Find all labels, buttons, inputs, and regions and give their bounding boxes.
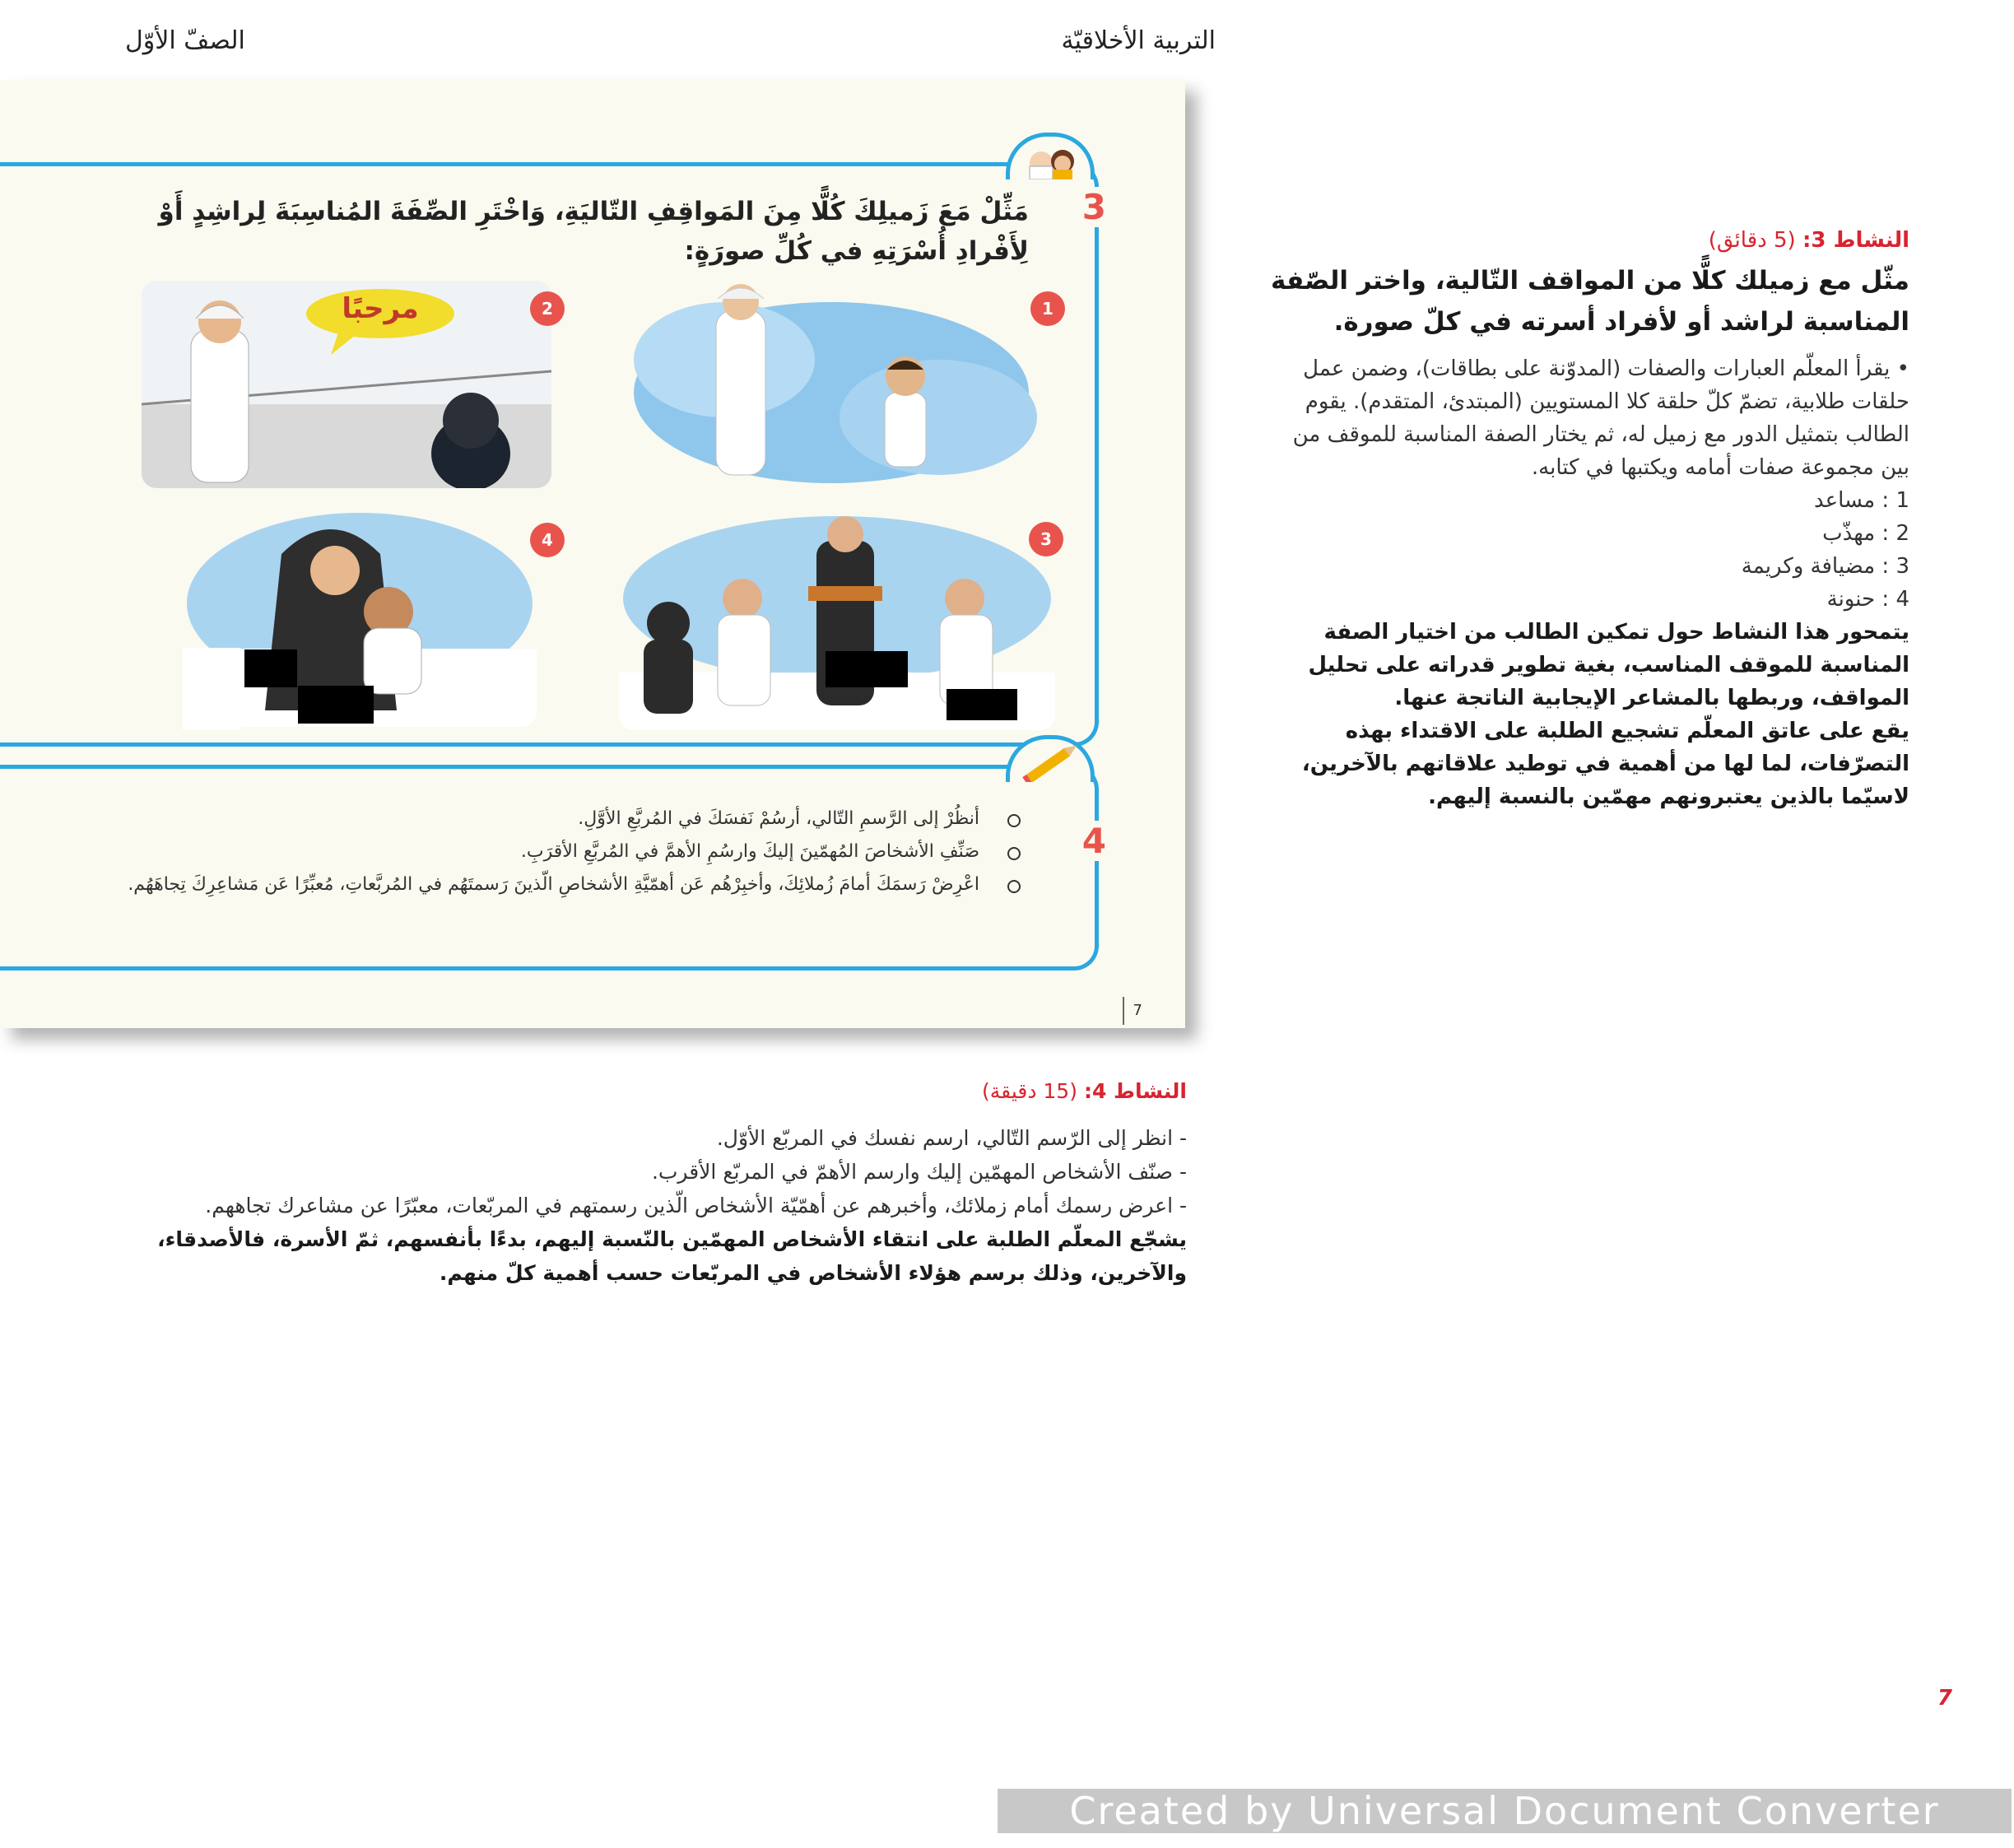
bullet-icon	[1007, 880, 1021, 893]
activity3-heading	[1267, 224, 1909, 257]
activity3-label: النشاط 3:	[1802, 228, 1909, 253]
teacher-activity3	[1267, 224, 1909, 813]
activity3-time: (5 دقائق)	[1708, 228, 1796, 253]
picture-3-badge: 3	[1029, 522, 1063, 556]
subject-header: التربية الأخلاقيّة	[1061, 26, 1216, 55]
list-item	[115, 836, 1021, 868]
bullet-icon	[1007, 847, 1021, 860]
list-item-text: صَنِّفِ الأشخاصَ المُهمّينَ إليكَ وارسُمِ الأهمَّ في المُربَّعِ الأقرَبِ.	[520, 841, 979, 862]
activity4-list	[115, 803, 1021, 901]
answer-item: 1 : مساعد	[1813, 488, 1909, 513]
helping-grandfather-illustration	[626, 277, 1037, 483]
list-item: - اعرض رسمك أمام زملائك، وأخبرهم عن أهمّيّة الأشخاص الّذين رسمتهم في المربّعات، معبّرًا عن مشاعرك تجاههم.	[205, 1194, 1187, 1217]
activity3-instructions: • يقرأ المعلّم العبارات والصفات (المدوّنة على بطاقات)، وضمن عمل حلقات طلابية، تضمّ كلّ حلقة كلا المستويين (المبتدئ، المتقدم). يقوم الطالب بتمثيل الدور مع زميل له، ثم يختار الصفة المناسبة للموقف من بين مجموعة صفات أمامه ويكتبها في كتابه.	[1292, 356, 1909, 480]
activity3-note-1: يتمحور هذا النشاط حول تمكين الطالب من اختيار الصفة المناسبة للموقف المناسب، بغية تطوير قدراته على تحليل المواقف، وربطها بالمشاعر الإيجابية الناتجة عنها.	[1308, 620, 1909, 710]
list-item: - صنّف الأشخاص المهمّين إليك وارسم الأهمّ في المربّع الأقرب.	[651, 1160, 1187, 1184]
bullet-icon	[1007, 814, 1021, 827]
activity4-time: (15 دقيقة)	[982, 1079, 1077, 1103]
book-page-number: 7	[1133, 1002, 1142, 1019]
activity4-number: 4	[1079, 821, 1109, 861]
student-book-page	[0, 80, 1185, 1028]
activity3-question: مَثِّلْ مَعَ زَميلِكَ كُلًّا مِنَ المَواقِفِ التّاليَةِ، وَاخْتَرِ الصِّفَةَ المُناسِبَةَ لِراشِدٍ أَوْ لِأَفْرادِ أُسْرَتِهِ في كُلِّ صورَةٍ:	[158, 197, 1029, 266]
activity4-label: النشاط 4:	[1083, 1079, 1187, 1103]
activity4-items	[142, 1121, 1187, 1222]
redaction-block	[826, 651, 908, 687]
redaction-block	[244, 649, 297, 687]
activity4-tab	[1006, 735, 1095, 782]
redaction-block	[298, 686, 374, 724]
activity3-number: 3	[1079, 187, 1109, 227]
picture-1-badge: 1	[1030, 291, 1065, 326]
answer-item: 3 : مضيافة وكريمة	[1741, 554, 1909, 579]
pencil-icon	[1010, 739, 1091, 782]
converter-watermark: Created by Universal Document Converter	[998, 1789, 2012, 1833]
list-item-text: أنظُرْ إلى الرَّسمِ التّالي، أرسُمْ نَفسَكَ في المُربَّعِ الأوَّلِ.	[578, 808, 979, 829]
grade-header: الصفّ الأوّل	[125, 26, 245, 55]
page-number: 7	[1937, 1686, 1952, 1711]
picture-2-badge: 2	[530, 291, 565, 326]
speech-bubble-text: مرحبًا	[342, 292, 419, 325]
teacher-activity4	[142, 1074, 1187, 1290]
redaction-block	[947, 689, 1017, 720]
activity4-note: يشجّع المعلّم الطلبة على انتقاء الأشخاص المهمّين بالنّسبة إليهم، بدءًا بأنفسهم، ثمّ الأسرة، فالأصدقاء، والآخرين، وذلك برسم هؤلاء الأشخاص في المربّعات حسب أهمية كلّ منهم.	[157, 1227, 1187, 1285]
picture-4-badge: 4	[530, 523, 565, 557]
blank-area	[183, 648, 240, 730]
kids-icon	[1010, 137, 1091, 179]
activity3-note-2: يقع على عاتق المعلّم تشجيع الطلبة على الاقتداء بهذه التصرّفات، لما لها من أهمية في توطيد علاقاتهم بالآخرين، لاسيّما بالذين يعتبرونهم مهمّين بالنسبة إليهم.	[1301, 719, 1909, 809]
activity3-title: مثّل مع زميلك كلًّا من المواقف التّالية، واختر الصّفة المناسبة لراشد أو لأفراد أسرته في كلّ صورة.	[1271, 266, 1909, 337]
activity3-tab	[1006, 133, 1095, 179]
picture-1	[626, 277, 1037, 483]
answer-item: 4 : حنونة	[1826, 587, 1909, 612]
list-item	[115, 868, 1021, 901]
list-item	[115, 803, 1021, 836]
list-item-text: اعْرِضْ رَسمَكَ أمامَ زُملائِكَ، وأخبِرْهُم عَن أهمّيَّةِ الأشخاصِ الّذينَ رَسمتَهُم في المُربَّعاتِ، مُعبِّرًا عَن مَشاعِرِكَ تِجاهَهُم.	[128, 874, 979, 895]
answer-item: 2 : مهذّب	[1822, 521, 1909, 546]
answers-list	[1267, 484, 1909, 616]
activity4-heading	[142, 1074, 1187, 1108]
list-item: - انظر إلى الرّسم التّالي، ارسم نفسك في المربّع الأوّل.	[716, 1126, 1187, 1150]
picture-2	[142, 281, 551, 488]
page-number-divider	[1123, 997, 1124, 1025]
